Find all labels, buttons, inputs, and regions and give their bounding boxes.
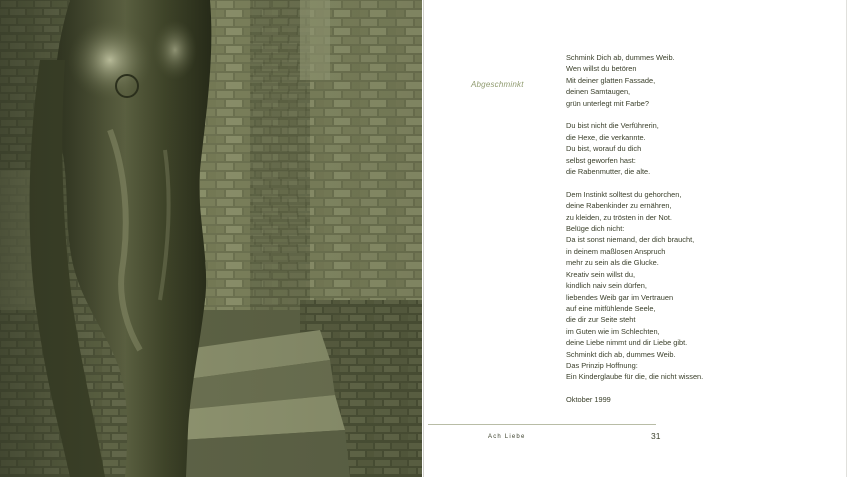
footer-divider — [428, 424, 656, 425]
poem-date: Oktober 1999 — [566, 395, 611, 405]
poem-line: Schmink Dich ab, dummes Weib. — [566, 53, 675, 62]
poem-line: deinen Samtaugen, — [566, 87, 631, 97]
poem-title: Abgeschminkt — [471, 80, 524, 89]
poem-line: im Guten wie im Schlechten, — [566, 326, 660, 336]
stanza-3 — [566, 189, 826, 383]
poem-line: kindlich naiv sein dürfen, — [566, 281, 647, 291]
stanza-2 — [566, 120, 826, 177]
poem-line: Kreativ sein willst du, — [566, 269, 636, 279]
poem-line: die dir zur Seite steht — [566, 315, 636, 325]
poem-line: Belüge dich nicht: — [566, 224, 625, 234]
poem-line: liebendes Weib gar im Vertrauen — [566, 292, 674, 302]
poem-line: mehr zu sein als die Glucke. — [566, 258, 659, 268]
poem-line: zu kleiden, zu trösten in der Not. — [566, 212, 672, 222]
poem-line: Du bist nicht die Verführerin, — [566, 121, 659, 131]
poem-line: Dem Instinkt solltest du gehorchen, — [566, 189, 682, 199]
poem-line: die Rabenmutter, die alte. — [566, 167, 651, 177]
sculpture-photo — [0, 0, 422, 477]
poem-line: selbst geworfen hast: — [566, 155, 636, 165]
poem-line: auf eine mitfühlende Seele, — [566, 303, 656, 313]
poem-line: Ein Kinderglaube für die, die nicht wissen. — [566, 372, 704, 382]
poem-line: Da ist sonst niemand, der dich braucht, — [566, 235, 695, 245]
poem-line: grün unterlegt mit Farbe? — [566, 98, 649, 108]
poem-line: die Hexe, die verkannte. — [566, 132, 646, 142]
poem-line: Du bist, worauf du dich — [566, 144, 642, 154]
poem-line: Wen willst du betören — [566, 64, 637, 74]
poem-body — [566, 52, 826, 406]
poem-line: Mit deiner glatten Fassade, — [566, 75, 656, 85]
poem-line: Schminkt dich ab, dummes Weib. — [566, 349, 676, 359]
poem-line: deine Rabenkinder zu ernähren, — [566, 201, 672, 211]
running-footer-title: Ach Liebe — [488, 434, 526, 440]
page-number: 31 — [651, 431, 661, 441]
poem-line: in deinem maßlosen Anspruch — [566, 246, 666, 256]
photo-page — [0, 0, 422, 477]
text-page — [423, 0, 847, 477]
stanza-1 — [566, 52, 826, 109]
poem-line: deine Liebe nimmt und dir Liebe gibt. — [566, 338, 688, 348]
poem-line: Das Prinzip Hoffnung: — [566, 360, 638, 370]
